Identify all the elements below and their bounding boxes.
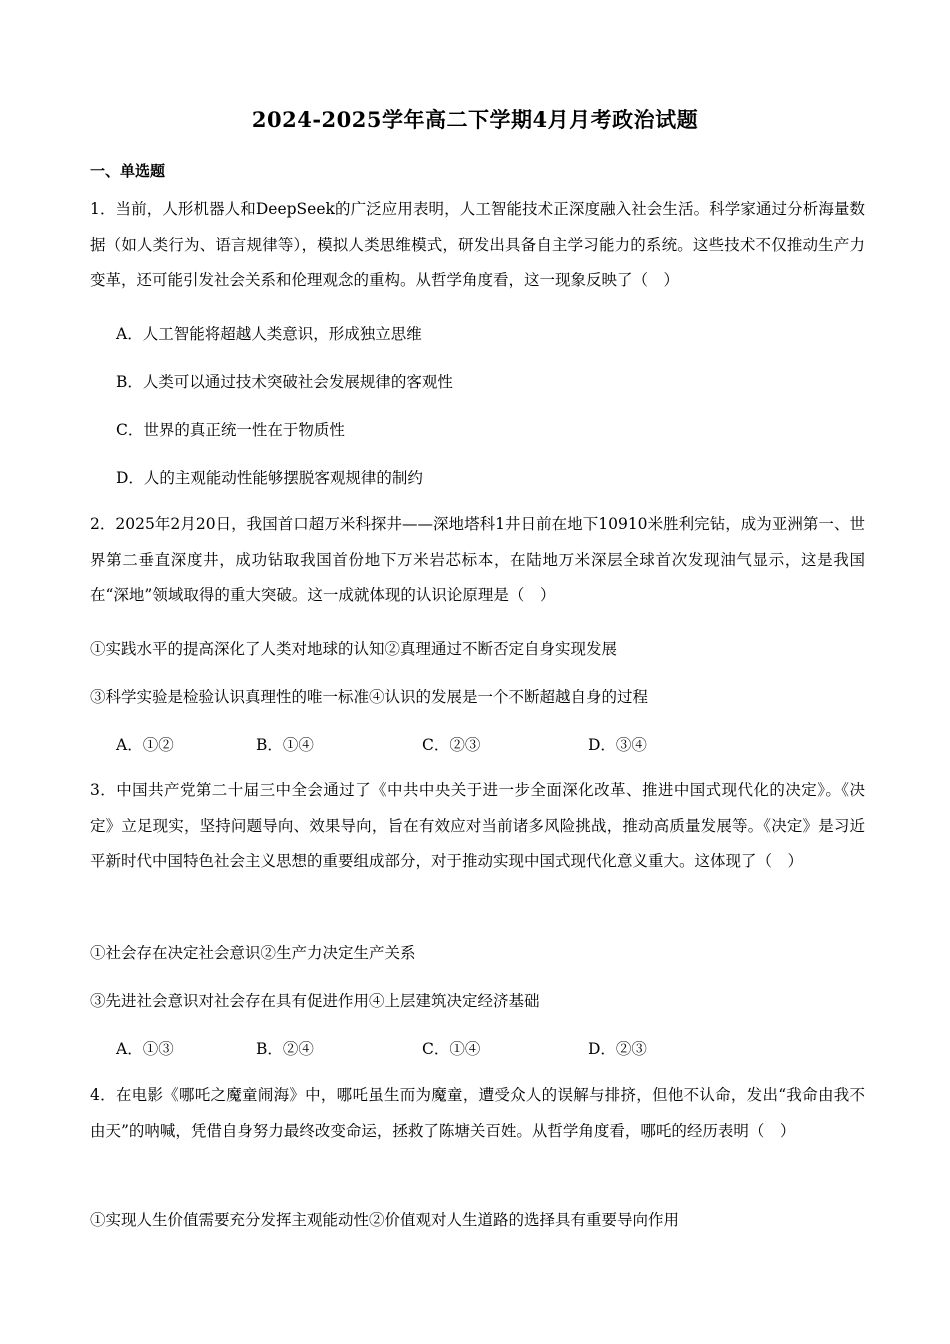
q3-option-a[interactable]: A．①③ [116,1040,174,1058]
question-1-stem: 1．当前，人形机器人和DeepSeek的广泛应用表明，人工智能技术正深度融入社会生活。科学家通过分析海量数据（如人类行为、语言规律等），模拟人类思维模式，研发出具备自主学习能力的系统。这些技术不仅推动生产力变革，还可能引发社会关系和伦理观念的重构。从哲学角度看，这一现象反映了（ ） [90,200,865,289]
q1-option-d[interactable]: D．人的主观能动性能够摆脱客观规律的制约 [116,469,423,487]
q3-option-c[interactable]: C．①④ [422,1040,481,1058]
q2-option-d[interactable]: D．③④ [588,736,647,754]
q2-option-c[interactable]: C．②③ [422,736,481,754]
question-4-stem: 4．在电影《哪吒之魔童闹海》中，哪吒虽生而为魔童，遭受众人的误解与排挤，但他不认命，发出“我命由我不由天”的呐喊，凭借自身努力最终改变命运，拯救了陈塘关百姓。从哲学角度看，哪吒的经历表明（ ） [90,1086,865,1140]
q3-option-d[interactable]: D．②③ [588,1040,647,1058]
q1-option-a[interactable]: A．人工智能将超越人类意识，形成独立思维 [116,325,422,343]
q1-option-c[interactable]: C．世界的真正统一性在于物质性 [116,421,345,439]
q2-statement-line: ③科学实验是检验认识真理性的唯一标准④认识的发展是一个不断超越自身的过程 [90,688,649,706]
q2-option-a[interactable]: A．①② [116,736,174,754]
q1-option-b[interactable]: B．人类可以通过技术突破社会发展规律的客观性 [116,373,453,391]
q3-statement-line: ③先进社会意识对社会存在具有促进作用④上层建筑决定经济基础 [90,992,540,1010]
q2-statement-line: ①实践水平的提高深化了人类对地球的认知②真理通过不断否定自身实现发展 [90,640,618,658]
q3-statement-line: ①社会存在决定社会意识②生产力决定生产关系 [90,944,416,962]
exam-title: 2024-2025学年高二下学期4月月考政治试题 [251,107,699,132]
question-3-stem: 3．中国共产党第二十届三中全会通过了《中共中央关于进一步全面深化改革、推进中国式现代化的决定》。《决定》立足现实，坚持问题导向、效果导向，旨在有效应对当前诸多风险挑战，推动高质量发展等。《决定》是习近平新时代中国特色社会主义思想的重要组成部分，对于推动实现中国式现代化意义重大。这体现了（ ） [90,781,865,870]
q3-option-b[interactable]: B．②④ [256,1040,314,1058]
section-heading: 一、单选题 [90,162,166,180]
q4-statement-line: ①实现人生价值需要充分发挥主观能动性②价值观对人生道路的选择具有重要导向作用 [90,1211,680,1229]
question-2-stem: 2．2025年2月20日，我国首口超万米科探井——深地塔科1井日前在地下10910米胜利完钻，成为亚洲第一、世界第二垂直深度井，成功钻取我国首份地下万米岩芯标本，在陆地万米深层全球首次发现油气显示，这是我国在“深地”领域取得的重大突破。这一成就体现的认识论原理是（ ） [90,515,865,604]
q2-option-b[interactable]: B．①④ [256,736,314,754]
